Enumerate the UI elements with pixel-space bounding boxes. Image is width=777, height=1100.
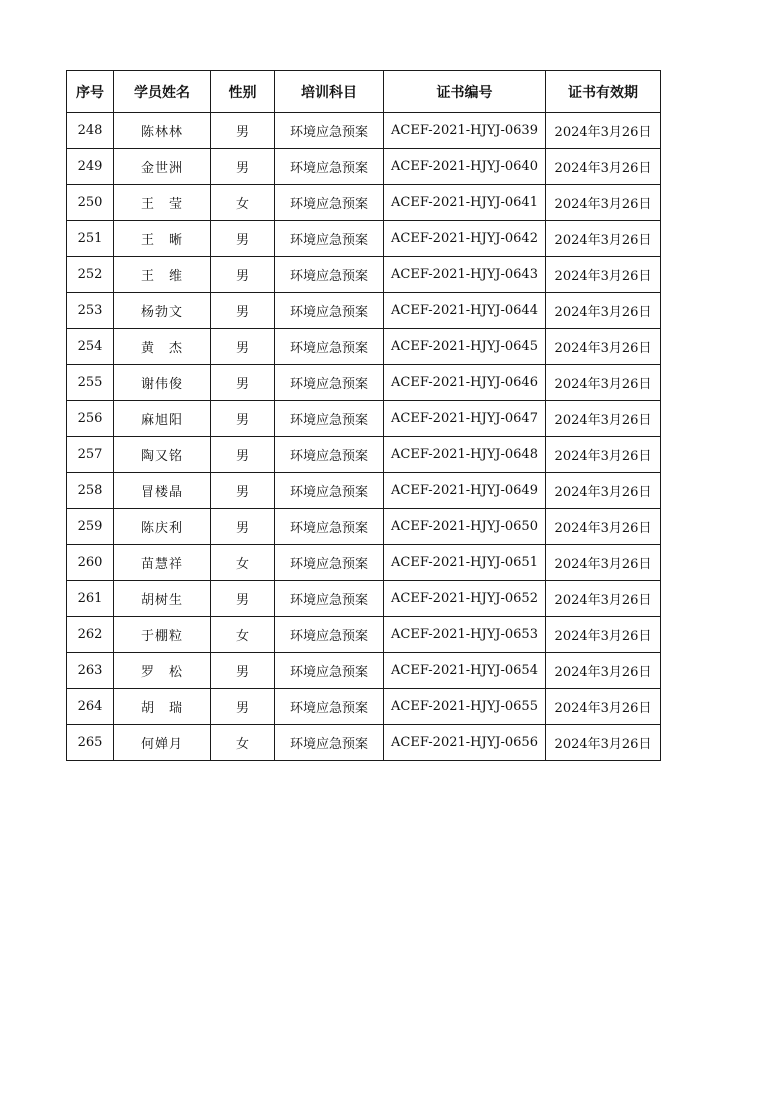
cell-certificate-validity: 2024年3月26日 [546,293,661,329]
cell-certificate-validity: 2024年3月26日 [546,185,661,221]
cell-training-subject: 环境应急预案 [275,113,384,149]
cell-certificate-number: ACEF-2021-HJYJ-0642 [384,221,546,257]
cell-certificate-validity: 2024年3月26日 [546,113,661,149]
cell-training-subject: 环境应急预案 [275,257,384,293]
table-row [67,617,661,653]
table-row [67,653,661,689]
cell-gender: 男 [211,581,275,617]
cell-gender: 女 [211,725,275,761]
cell-gender: 男 [211,473,275,509]
cell-gender: 男 [211,653,275,689]
cell-certificate-validity: 2024年3月26日 [546,329,661,365]
cell-gender: 女 [211,617,275,653]
cell-certificate-number: ACEF-2021-HJYJ-0652 [384,581,546,617]
cell-serial-number: 248 [67,113,114,149]
cell-training-subject: 环境应急预案 [275,617,384,653]
cell-trainee-name: 陶又铭 [114,437,211,473]
cell-gender: 男 [211,113,275,149]
cell-training-subject: 环境应急预案 [275,185,384,221]
cell-serial-number: 254 [67,329,114,365]
cell-certificate-validity: 2024年3月26日 [546,221,661,257]
table-row [67,329,661,365]
cell-certificate-number: ACEF-2021-HJYJ-0641 [384,185,546,221]
cell-gender: 男 [211,509,275,545]
table-row [67,689,661,725]
cell-gender: 男 [211,401,275,437]
cell-gender: 男 [211,293,275,329]
cell-trainee-name: 胡 瑞 [114,689,211,725]
cell-serial-number: 258 [67,473,114,509]
cell-certificate-validity: 2024年3月26日 [546,725,661,761]
cell-serial-number: 256 [67,401,114,437]
cell-certificate-validity: 2024年3月26日 [546,365,661,401]
table-header [67,71,661,113]
table-row [67,221,661,257]
table-row [67,581,661,617]
cell-trainee-name: 陈庆利 [114,509,211,545]
cell-serial-number: 252 [67,257,114,293]
cell-trainee-name: 冒楼晶 [114,473,211,509]
cell-serial-number: 261 [67,581,114,617]
cell-trainee-name: 何婵月 [114,725,211,761]
cell-gender: 男 [211,329,275,365]
cell-trainee-name: 金世洲 [114,149,211,185]
cell-certificate-number: ACEF-2021-HJYJ-0653 [384,617,546,653]
table-body [67,113,661,761]
cell-trainee-name: 于棚粒 [114,617,211,653]
cell-trainee-name: 王 莹 [114,185,211,221]
table-row [67,545,661,581]
cell-certificate-number: ACEF-2021-HJYJ-0647 [384,401,546,437]
table-row [67,365,661,401]
cell-certificate-validity: 2024年3月26日 [546,509,661,545]
cell-certificate-number: ACEF-2021-HJYJ-0644 [384,293,546,329]
cell-serial-number: 265 [67,725,114,761]
cell-certificate-number: ACEF-2021-HJYJ-0645 [384,329,546,365]
cell-trainee-name: 王 晰 [114,221,211,257]
cell-trainee-name: 罗 松 [114,653,211,689]
cell-serial-number: 259 [67,509,114,545]
cell-gender: 男 [211,365,275,401]
header-trainee-name: 学员姓名 [114,71,211,113]
table-row [67,473,661,509]
table-row [67,293,661,329]
table-row [67,113,661,149]
cell-serial-number: 253 [67,293,114,329]
cell-certificate-number: ACEF-2021-HJYJ-0654 [384,653,546,689]
cell-certificate-validity: 2024年3月26日 [546,257,661,293]
cell-trainee-name: 苗慧祥 [114,545,211,581]
cell-training-subject: 环境应急预案 [275,401,384,437]
table-row [67,149,661,185]
cell-serial-number: 263 [67,653,114,689]
cell-certificate-number: ACEF-2021-HJYJ-0650 [384,509,546,545]
cell-gender: 男 [211,149,275,185]
cell-certificate-number: ACEF-2021-HJYJ-0656 [384,725,546,761]
cell-gender: 男 [211,257,275,293]
cell-gender: 男 [211,221,275,257]
header-training-subject: 培训科目 [275,71,384,113]
cell-training-subject: 环境应急预案 [275,509,384,545]
cell-trainee-name: 黄 杰 [114,329,211,365]
table-row [67,437,661,473]
cell-gender: 男 [211,437,275,473]
table-row [67,257,661,293]
cell-certificate-number: ACEF-2021-HJYJ-0646 [384,365,546,401]
cell-serial-number: 262 [67,617,114,653]
cell-certificate-validity: 2024年3月26日 [546,545,661,581]
header-gender: 性别 [211,71,275,113]
cell-training-subject: 环境应急预案 [275,329,384,365]
header-certificate-validity: 证书有效期 [546,71,661,113]
table-row [67,509,661,545]
cell-training-subject: 环境应急预案 [275,437,384,473]
cell-certificate-number: ACEF-2021-HJYJ-0640 [384,149,546,185]
cell-serial-number: 260 [67,545,114,581]
cell-training-subject: 环境应急预案 [275,653,384,689]
cell-training-subject: 环境应急预案 [275,581,384,617]
cell-training-subject: 环境应急预案 [275,221,384,257]
cell-training-subject: 环境应急预案 [275,545,384,581]
header-certificate-number: 证书编号 [384,71,546,113]
cell-certificate-validity: 2024年3月26日 [546,473,661,509]
cell-serial-number: 250 [67,185,114,221]
cell-serial-number: 264 [67,689,114,725]
cell-trainee-name: 杨勃文 [114,293,211,329]
cell-certificate-validity: 2024年3月26日 [546,581,661,617]
cell-training-subject: 环境应急预案 [275,293,384,329]
cell-certificate-validity: 2024年3月26日 [546,689,661,725]
cell-trainee-name: 麻旭阳 [114,401,211,437]
cell-certificate-number: ACEF-2021-HJYJ-0655 [384,689,546,725]
cell-serial-number: 249 [67,149,114,185]
cell-trainee-name: 陈林林 [114,113,211,149]
cell-serial-number: 257 [67,437,114,473]
cell-certificate-validity: 2024年3月26日 [546,149,661,185]
cell-gender: 女 [211,185,275,221]
cell-training-subject: 环境应急预案 [275,365,384,401]
cell-training-subject: 环境应急预案 [275,725,384,761]
header-row [67,71,661,113]
cell-certificate-validity: 2024年3月26日 [546,401,661,437]
cell-certificate-validity: 2024年3月26日 [546,437,661,473]
cell-training-subject: 环境应急预案 [275,149,384,185]
cell-certificate-validity: 2024年3月26日 [546,653,661,689]
table-row [67,401,661,437]
table-row [67,185,661,221]
table-row [67,725,661,761]
cell-training-subject: 环境应急预案 [275,689,384,725]
cell-gender: 女 [211,545,275,581]
cell-certificate-number: ACEF-2021-HJYJ-0648 [384,437,546,473]
cell-certificate-validity: 2024年3月26日 [546,617,661,653]
cell-certificate-number: ACEF-2021-HJYJ-0639 [384,113,546,149]
cell-certificate-number: ACEF-2021-HJYJ-0649 [384,473,546,509]
cell-trainee-name: 王 维 [114,257,211,293]
cell-serial-number: 251 [67,221,114,257]
header-serial-number: 序号 [67,71,114,113]
cell-certificate-number: ACEF-2021-HJYJ-0643 [384,257,546,293]
cell-certificate-number: ACEF-2021-HJYJ-0651 [384,545,546,581]
cell-gender: 男 [211,689,275,725]
certificate-roster-table [66,70,661,761]
cell-trainee-name: 胡树生 [114,581,211,617]
cell-training-subject: 环境应急预案 [275,473,384,509]
cell-serial-number: 255 [67,365,114,401]
cell-trainee-name: 谢伟俊 [114,365,211,401]
